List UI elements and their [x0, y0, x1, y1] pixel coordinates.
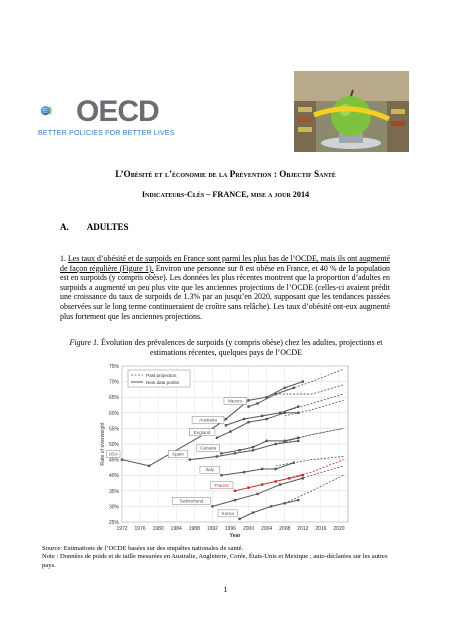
- data-point: [293, 462, 295, 464]
- y-tick-label: 45%: [108, 457, 119, 464]
- data-point: [302, 380, 304, 382]
- data-point: [234, 490, 236, 492]
- x-tick-label: 1984: [170, 526, 182, 532]
- body-paragraph: [60, 254, 390, 321]
- section-letter: A.: [60, 222, 69, 232]
- data-point: [274, 480, 276, 482]
- data-point: [274, 443, 276, 445]
- x-tick-label: 2016: [315, 526, 327, 532]
- data-point: [284, 412, 286, 414]
- data-point: [247, 399, 249, 401]
- page-number: 1: [223, 585, 228, 594]
- data-point: [293, 387, 295, 389]
- y-tick-label: 40%: [108, 473, 119, 480]
- x-tick-label: 1988: [188, 526, 200, 532]
- data-point: [247, 486, 249, 488]
- source-line: Source: Estimations de l’OCDE basées sur des enquêtes nationales de santé.: [42, 545, 244, 552]
- data-point: [243, 471, 245, 473]
- oecd-globe-icon: [40, 92, 80, 132]
- oecd-logo-text: OECD: [76, 95, 159, 128]
- series-label: Switzerland: [179, 498, 204, 504]
- x-tick-label: 2008: [279, 526, 291, 532]
- data-point: [279, 483, 281, 485]
- series-label: Australia: [199, 417, 217, 423]
- y-tick-label: 50%: [108, 442, 119, 448]
- series-label: Canada: [200, 445, 217, 451]
- data-point: [211, 505, 213, 507]
- data-point: [256, 402, 258, 404]
- data-point: [284, 387, 286, 389]
- data-point: [265, 440, 267, 442]
- y-tick-label: 55%: [108, 426, 119, 433]
- data-point: [265, 418, 267, 420]
- data-point: [252, 449, 254, 451]
- data-point: [189, 458, 191, 460]
- x-tick-label: 1996: [224, 526, 237, 532]
- data-point: [297, 412, 299, 414]
- y-axis-label: Rate of overweight: [100, 422, 106, 466]
- series-label: Spain: [172, 451, 184, 457]
- data-point: [121, 458, 123, 460]
- data-point: [243, 418, 245, 420]
- data-point: [284, 502, 286, 504]
- y-tick-label: 60%: [108, 410, 119, 417]
- series-label: England: [193, 429, 211, 435]
- oecd-tagline: BETTER POLICIES FOR BETTER LIVES: [38, 128, 175, 137]
- legend-label-data: New data points: [146, 380, 179, 385]
- legend-label-projection: Past projection: [146, 373, 177, 378]
- y-tick-label: 35%: [108, 488, 119, 495]
- data-point: [256, 493, 258, 495]
- data-point: [297, 499, 299, 501]
- data-point: [247, 421, 249, 423]
- data-point: [225, 424, 227, 426]
- data-point: [234, 499, 236, 501]
- x-tick-label: 1972: [116, 526, 128, 532]
- data-point: [220, 474, 222, 476]
- overweight-line-chart: [96, 362, 358, 537]
- data-point: [274, 393, 276, 395]
- data-point: [297, 440, 299, 442]
- paragraph-number: 1.: [60, 254, 66, 263]
- data-point: [216, 455, 218, 457]
- y-tick-label: 65%: [108, 395, 119, 402]
- x-tick-label: 2000: [242, 526, 255, 532]
- x-tick-label: 2012: [297, 526, 309, 532]
- data-point: [261, 483, 263, 485]
- note-line: Note : Données de poids et de taille mesurées en Australie, Angleterre, Corée, États-Unis et Mexique ; auto-déclarées sur les autres pays.: [42, 553, 388, 569]
- x-tick-label: 2020: [333, 526, 345, 532]
- data-point: [302, 477, 304, 479]
- paragraph-underlined-lead: Les taux d’obésité et de surpoids en France sont parmi les plus bas de l’OCDE, mais ils ont augmenté de façon régulière (Figure 1).: [60, 254, 390, 273]
- document-subtitle: Indicateurs-Clés – FRANCE, mise a jour 2014: [141, 190, 310, 199]
- x-tick-label: 1980: [152, 526, 164, 532]
- data-point: [297, 405, 299, 407]
- data-point: [148, 465, 150, 467]
- paragraph-text: Environ une personne sur 8 est obèse en France, et 40 % de la population est en surpoids (y compris obèse). Les données les plus récentes montrent que la proportion d’adultes en surpoids a augmenté un peu plus vite que les anciennes projections de l’OCDE (celles-ci avaient prédit une croissance du taux de surpoids de 1.3% par an jusqu’en 2020, supposant que les tendances passées observées sur le long terme continueraient de croître sans relâche). Les taux d’obésité ont-eux augmenté plus fortement que les anciennes projections.: [60, 263, 390, 321]
- data-point: [261, 468, 263, 470]
- y-tick-label: 25%: [108, 520, 119, 526]
- data-point: [238, 449, 240, 451]
- y-tick-label: 30%: [108, 504, 119, 511]
- y-tick-label: 75%: [108, 364, 119, 370]
- section-title: ADULTES: [86, 222, 129, 232]
- section-heading: [60, 222, 128, 232]
- data-point: [302, 474, 304, 476]
- figure-label: Figure 1.: [69, 338, 99, 347]
- data-point: [274, 468, 276, 470]
- data-point: [238, 518, 240, 520]
- x-tick-label: 2004: [261, 526, 273, 532]
- x-tick-label: 1992: [206, 526, 218, 532]
- x-axis-label: Year: [229, 533, 241, 537]
- series-label: USA: [108, 451, 119, 457]
- data-point: [270, 505, 272, 507]
- data-point: [261, 415, 263, 417]
- figure-caption: [60, 338, 392, 358]
- series-label: France: [214, 482, 229, 488]
- y-tick-label: 70%: [108, 379, 119, 386]
- data-point: [229, 430, 231, 432]
- scale-apple-photo: [294, 71, 409, 152]
- document-title: L’Obésité et l’économie de la Prévention : Objectif Santé: [115, 169, 336, 179]
- figure-caption-text: Évolution des prévalences de surpoids (y compris obèse) chez les adultes, projections et estimations récentes, quelques pays de l’OCDE: [99, 338, 383, 357]
- data-point: [220, 452, 222, 454]
- data-point: [225, 418, 227, 420]
- series-label: Mexico: [227, 398, 243, 404]
- figure-source: [42, 545, 397, 570]
- data-point: [247, 405, 249, 407]
- series-label: Italy: [205, 467, 214, 473]
- data-point: [234, 452, 236, 454]
- x-tick-label: 1976: [134, 526, 146, 532]
- data-point: [216, 437, 218, 439]
- series-label: Korea: [221, 510, 234, 516]
- data-point: [252, 511, 254, 513]
- data-point: [252, 446, 254, 448]
- data-point: [288, 477, 290, 479]
